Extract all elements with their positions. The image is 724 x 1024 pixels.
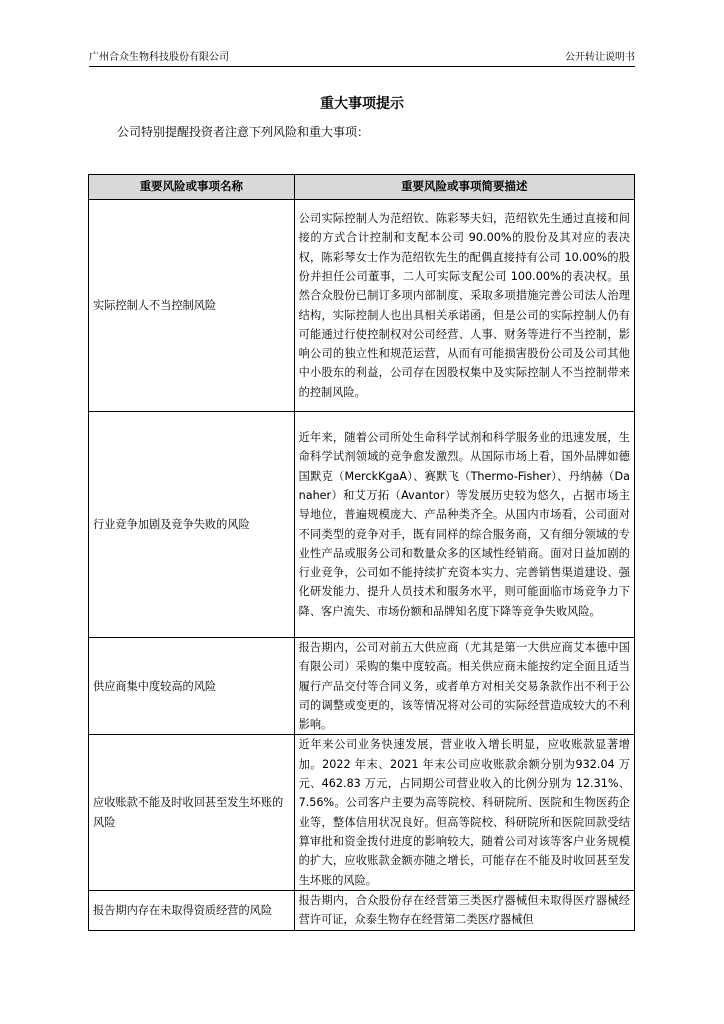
table-row bbox=[89, 638, 635, 735]
risk-name-cell: 行业竞争加剧及竞争失败的风险 bbox=[89, 412, 295, 638]
risk-name-cell: 供应商集中度较高的风险 bbox=[89, 638, 295, 735]
risk-description-cell: 近年来公司业务快速发展，营业收入增长明显，应收账款显著增加。2022 年末、2021 年末公司应收账款余额分别为932.04 万元、462.83 万元，占同期公司营业收入的比例分别为 12.31%、7.56%。公司客户主要为高等院校、科研院所、医院和生物医药企业等，整体信用状况良好。但高等院校、科研院所和医院回款受结算审批和资金拨付进度的影响较大，随着公司对该等客户业务规模的扩大，应收账款金额亦随之增长，可能存在不能及时收回甚至发生坏账的风险。 bbox=[294, 735, 634, 890]
table-header-risk-description: 重要风险或事项简要描述 bbox=[294, 175, 634, 200]
table-row bbox=[89, 412, 635, 638]
table-row bbox=[89, 200, 635, 412]
risk-description-cell: 公司实际控制人为范绍钦、陈彩琴夫妇，范绍钦先生通过直接和间接的方式合计控制和支配本公司 90.00%的股份及其对应的表决权，陈彩琴女士作为范绍钦先生的配偶直接持有公司 10.00%的股份并担任公司董事，二人可实际支配公司 100.00%的表决权。虽然合众股份已制订多项内部制度、采取多项措施完善公司法人治理结构，实际控制人也出具相关承诺函，但是公司的实际控制人仍有可能通过行使控制权对公司经营、人事、财务等进行不当控制，影响公司的独立性和规范运营，从而有可能损害股份公司及公司其他中小股东的利益，公司存在因股权集中及实际控制人不当控制带来的控制风险。 bbox=[294, 200, 634, 412]
intro-text: 公司特别提醒投资者注意下列风险和重大事项： bbox=[117, 125, 370, 139]
table-header-row bbox=[89, 175, 635, 200]
risk-table bbox=[88, 174, 635, 931]
table-header-risk-name: 重要风险或事项名称 bbox=[89, 175, 295, 200]
risk-description-cell: 报告期内，合众股份存在经营第三类医疗器械但未取得医疗器械经营许可证，众泰生物存在经营第二类医疗器械但 bbox=[294, 890, 634, 930]
header-company-name: 广州合众生物科技股份有限公司 bbox=[89, 52, 229, 63]
risk-name-cell: 应收账款不能及时收回甚至发生坏账的风险 bbox=[89, 735, 295, 890]
table-row bbox=[89, 890, 635, 930]
risk-description-cell: 报告期内，公司对前五大供应商（尤其是第一大供应商艾本德中国有限公司）采购的集中度较高。相关供应商未能按约定全面且适当履行产品交付等合同义务，或者单方对相关交易条款作出不利于公司的调整或变更的，该等情况将对公司的实际经营造成较大的不利影响。 bbox=[294, 638, 634, 735]
page-title: 重大事项提示 bbox=[320, 96, 404, 112]
header-document-type: 公开转让说明书 bbox=[565, 52, 635, 63]
risk-name-cell: 报告期内存在未取得资质经营的风险 bbox=[89, 890, 295, 930]
risk-description-cell: 近年来，随着公司所处生命科学试剂和科学服务业的迅速发展，生命科学试剂领域的竞争愈发激烈。从国际市场上看，国外品牌如德国默克（MerckKgaA）、赛默飞（Thermo-Fisher）、丹纳赫（Danaher）和艾万拓（Avantor）等发展历史较为悠久，占据市场主导地位，普遍规模庞大、产品种类齐全。从国内市场看，公司面对不同类型的竞争对手，既有同样的综合服务商，又有细分领域的专业性产品或服务公司和数量众多的区域性经销商。面对日益加剧的行业竞争，公司如不能持续扩充资本实力、完善销售渠道建设、强化研发能力、提升人员技术和服务水平，则可能面临市场竞争力下降、客户流失、市场份额和品牌知名度下降等竞争失败风险。 bbox=[294, 412, 634, 638]
table-row bbox=[89, 735, 635, 890]
risk-name-cell: 实际控制人不当控制风险 bbox=[89, 200, 295, 412]
page-header bbox=[89, 52, 635, 67]
